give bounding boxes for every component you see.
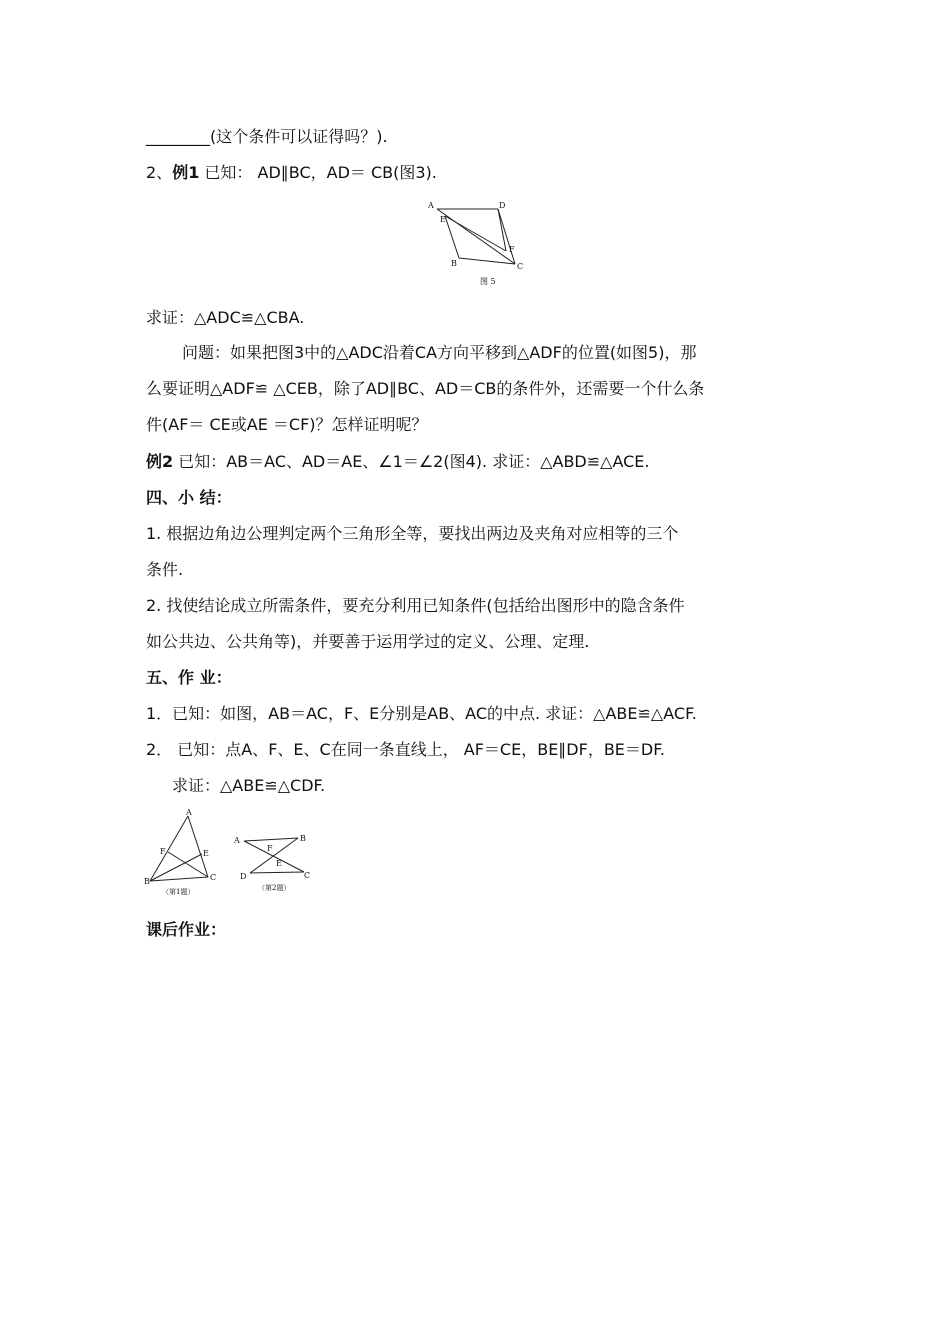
label-a: A [234,836,240,845]
label-b: B [144,877,150,886]
after-class-homework-heading: 课后作业： [146,920,227,939]
label-c: C [304,871,311,880]
example2-text: 已知：AB＝AC、AD＝AE、∠1＝∠2(图4). 求证：△ABD≌△ACE. [173,452,650,471]
example2 [146,452,649,472]
summary-item-1-line-1: 1. 根据边角边公理判定两个三角形全等，要找出两边及夹角对应相等的三个 [146,524,679,543]
homework-item-1: 1．已知：如图，AB＝AC，F、E分别是AB、AC的中点. 求证：△ABE≌△ACF. [146,704,697,723]
figure-5-caption: 图 5 [480,277,496,286]
figure-question-1 [140,808,220,900]
example1-heading [146,163,437,183]
section-homework-heading: 五、作 业： [146,668,232,687]
example1-label: 例1 [172,163,200,182]
label-e: E [203,849,209,858]
summary-item-1-line-2: 条件. [146,560,184,579]
label-a: A [186,808,192,817]
homework-item-2: 2． 已知：点A、F、E、C在同一条直线上， AF＝CE，BE∥DF，BE＝DF. [146,740,665,759]
label-d: D [499,201,506,210]
label-f: F [509,245,515,254]
label-a: A [428,201,434,210]
prove-statement-1: 求证：△ADC≌△CBA. [146,308,305,327]
figure-q1-caption: （第1题） [162,888,195,896]
example1-given: 已知： AD∥BC，AD＝ CB(图3). [199,163,437,182]
item-number: 2、 [146,163,173,182]
summary-item-2-line-2: 如公共边、公共角等)，并要善于运用学过的定义、公理、定理. [146,632,590,651]
label-b: B [300,834,306,843]
question-line-3: 件(AF＝ CE或AE ＝CF)？怎样证明呢？ [146,415,428,434]
figure-question-2 [230,828,315,898]
label-f: F [160,847,166,856]
example2-label: 例2 [146,452,174,471]
section-summary-heading: 四、小 结： [146,488,232,507]
question-line-1: 问题：如果把图3中的△ADC沿着CA方向平移到△ADF的位置(如图5)，那 [182,343,697,362]
label-c: C [517,262,524,271]
figure-q2-caption: （第2题） [258,884,291,892]
summary-item-2-line-1: 2. 找使结论成立所需条件，要充分利用已知条件(包括给出图形中的隐含条件 [146,596,685,615]
label-e: E [440,215,446,224]
line-condition-question: ________(这个条件可以证得吗？). [146,127,388,146]
label-e: E [276,859,282,868]
question-line-2: 么要证明△ADF≌ △CEB，除了AD∥BC、AD＝CB的条件外，还需要一个什么条 [146,379,705,398]
label-f: F [267,844,273,853]
label-b: B [451,259,457,268]
label-d: D [240,872,247,881]
figure-5 [420,196,530,290]
label-c: C [210,873,217,882]
homework-item-2-prove: 求证：△ABE≌△CDF. [172,776,326,795]
